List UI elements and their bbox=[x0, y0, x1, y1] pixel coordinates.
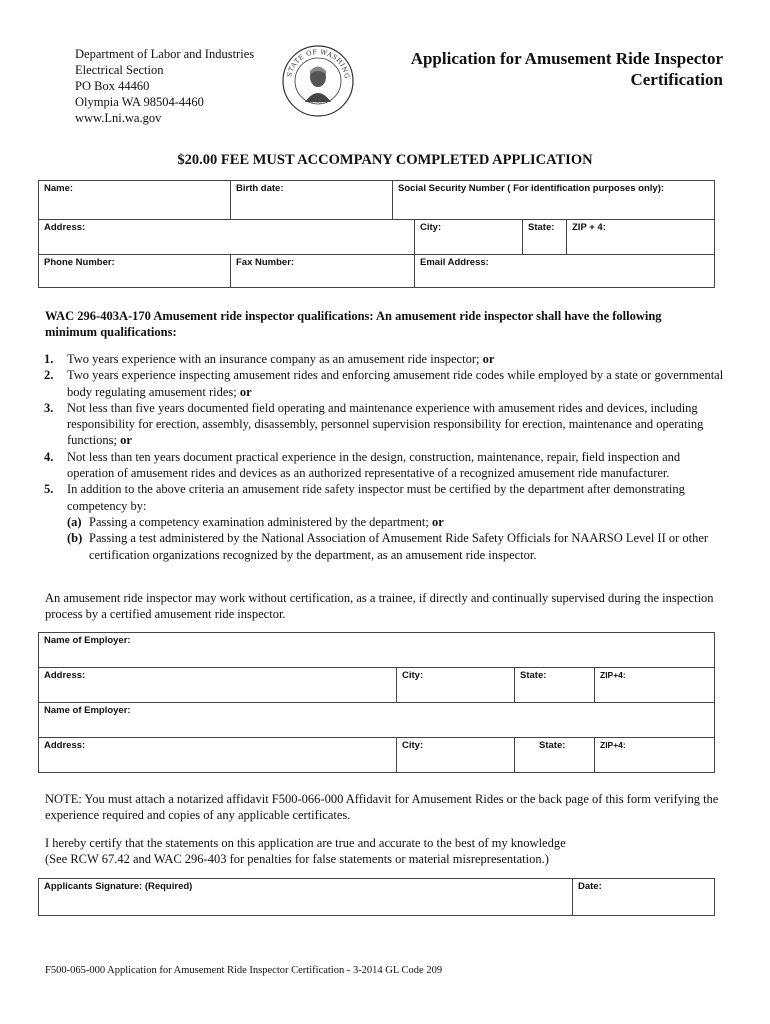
list-item: 3. Not less than five years documented field operating and maintenance experience with amusement rides and devices, including responsibility for erection, assembly, disassembly, personnel supervision responsibility for erection, maintenance and operating functions; or bbox=[44, 400, 704, 448]
certification-statement: I hereby certify that the statements on this application are true and accurate to the best of my knowledge (See RCW 67.42 and WAC 296-403 for penalties for false statements or material misrepresentation.) bbox=[45, 836, 566, 867]
employer-address-field[interactable] bbox=[39, 738, 397, 773]
dept-line: Electrical Section bbox=[75, 63, 164, 77]
birth-date-field[interactable] bbox=[231, 181, 393, 220]
list-item: 2. Two years experience inspecting amusement rides and enforcing amusement ride codes while employed by a state or governmental body regulating amusement rides; or bbox=[44, 368, 724, 399]
dept-website: www.Lni.wa.gov bbox=[75, 111, 162, 125]
employer-table bbox=[38, 632, 715, 773]
dept-line: Department of Labor and Industries bbox=[75, 47, 255, 61]
zip-field[interactable] bbox=[567, 220, 715, 255]
form-footer: F500-065-000 Application for Amusement Ride Inspector Certification - 3-2014 GL Code 209 bbox=[45, 965, 443, 976]
page-title: Application for Amusement Ride Inspector Certification bbox=[410, 49, 723, 89]
signature-label: Applicants Signature: (Required) bbox=[44, 881, 193, 892]
phone-label: Phone Number: bbox=[44, 257, 115, 268]
state-label: State: bbox=[528, 222, 555, 233]
sub-item: (a) Passing a competency examination administered by the department; or bbox=[67, 514, 444, 529]
city-field[interactable] bbox=[415, 220, 523, 255]
signature-table bbox=[38, 878, 715, 916]
name-field[interactable] bbox=[39, 181, 231, 220]
email-field[interactable] bbox=[415, 255, 715, 288]
affidavit-note: NOTE: You must attach a notarized affidavit F500-066-000 Affidavit for Amusement Rides or the back page of this form verifying the experience required and copies of any applicable certificates. bbox=[45, 792, 719, 823]
employer-address-field[interactable] bbox=[39, 668, 397, 703]
list-item: 4. Not less than ten years document practical experience in the design, construction, maintenance, repair, field inspection and operation of amusement rides and devices as an authorized representative of a recognized amusement ride manufacturer. bbox=[44, 449, 681, 481]
dept-line: Olympia WA 98504-4460 bbox=[75, 95, 204, 109]
phone-field[interactable] bbox=[39, 255, 231, 288]
zip-label: ZIP + 4: bbox=[572, 222, 606, 233]
employer-zip-field[interactable] bbox=[595, 668, 715, 703]
employer-name-field[interactable] bbox=[39, 703, 715, 738]
dept-line: PO Box 44460 bbox=[75, 79, 150, 93]
employer-city-field[interactable] bbox=[397, 738, 515, 773]
trainee-note: An amusement ride inspector may work without certification, as a trainee, if directly and continually supervised during the inspection process by a certified amusement ride inspector. bbox=[45, 591, 714, 622]
name-label: Name: bbox=[44, 183, 74, 194]
employer-city-field[interactable] bbox=[397, 668, 515, 703]
svg-text:THE STATE OF WASHINGTON: STATE OF WASHING bbox=[285, 47, 351, 80]
employer-address-label: Address: bbox=[44, 670, 86, 681]
fee-notice: $20.00 FEE MUST ACCOMPANY COMPLETED APPLICATION bbox=[177, 152, 593, 168]
employer-zip-label: ZIP+4: bbox=[600, 740, 626, 750]
employer-state-label: State: bbox=[539, 740, 566, 751]
signature-field[interactable] bbox=[39, 879, 573, 916]
employer-state-field[interactable] bbox=[515, 668, 595, 703]
date-label: Date: bbox=[578, 881, 602, 892]
employer-name-label: Name of Employer: bbox=[44, 635, 131, 646]
date-field[interactable] bbox=[573, 879, 715, 916]
employer-zip-label: ZIP+4: bbox=[600, 670, 626, 680]
state-seal-icon bbox=[281, 44, 355, 118]
sub-item: (b) Passing a test administered by the National Association of Amusement Ride Safety Officials for NAARSO Level II or other certification organizations recognized by the department, as an amusement ride inspector. bbox=[67, 531, 709, 562]
employer-state-label: State: bbox=[520, 670, 547, 681]
city-label: City: bbox=[420, 222, 442, 233]
address-field[interactable] bbox=[39, 220, 415, 255]
fax-label: Fax Number: bbox=[236, 257, 295, 268]
list-item: 1. Two years experience with an insurance company as an amusement ride inspector; or bbox=[44, 352, 495, 366]
fax-field[interactable] bbox=[231, 255, 415, 288]
birth-date-label: Birth date: bbox=[236, 183, 284, 194]
ssn-field[interactable] bbox=[393, 181, 715, 220]
email-label: Email Address: bbox=[420, 257, 489, 268]
employer-zip-field[interactable] bbox=[595, 738, 715, 773]
applicant-info-table bbox=[38, 180, 715, 288]
ssn-label: Social Security Number ( For identification purposes only): bbox=[398, 183, 665, 194]
employer-city-label: City: bbox=[402, 740, 424, 751]
wac-heading: WAC 296-403A-170 Amusement ride inspector qualifications: An amusement ride inspector shall have the following minimum qualifications: bbox=[45, 309, 662, 339]
employer-state-field[interactable] bbox=[515, 738, 595, 773]
qualifications-list bbox=[40, 351, 730, 563]
employer-address-label: Address: bbox=[44, 740, 86, 751]
employer-city-label: City: bbox=[402, 670, 424, 681]
list-item: 5. In addition to the above criteria an amusement ride safety inspector must be certified by the department after demonstrating competency by: (a) Passing a competency examination administered by the department; or (b) Passing a test administered by the National Association of Amusement Ride Safety Officials for NAARSO Level II or other certification organizations recognized by the department, as an amusement ride inspector. bbox=[40, 481, 730, 562]
employer-name-label: Name of Employer: bbox=[44, 705, 131, 716]
state-field[interactable] bbox=[523, 220, 567, 255]
employer-name-field[interactable] bbox=[39, 633, 715, 668]
address-label: Address: bbox=[44, 222, 86, 233]
department-address bbox=[75, 46, 254, 126]
